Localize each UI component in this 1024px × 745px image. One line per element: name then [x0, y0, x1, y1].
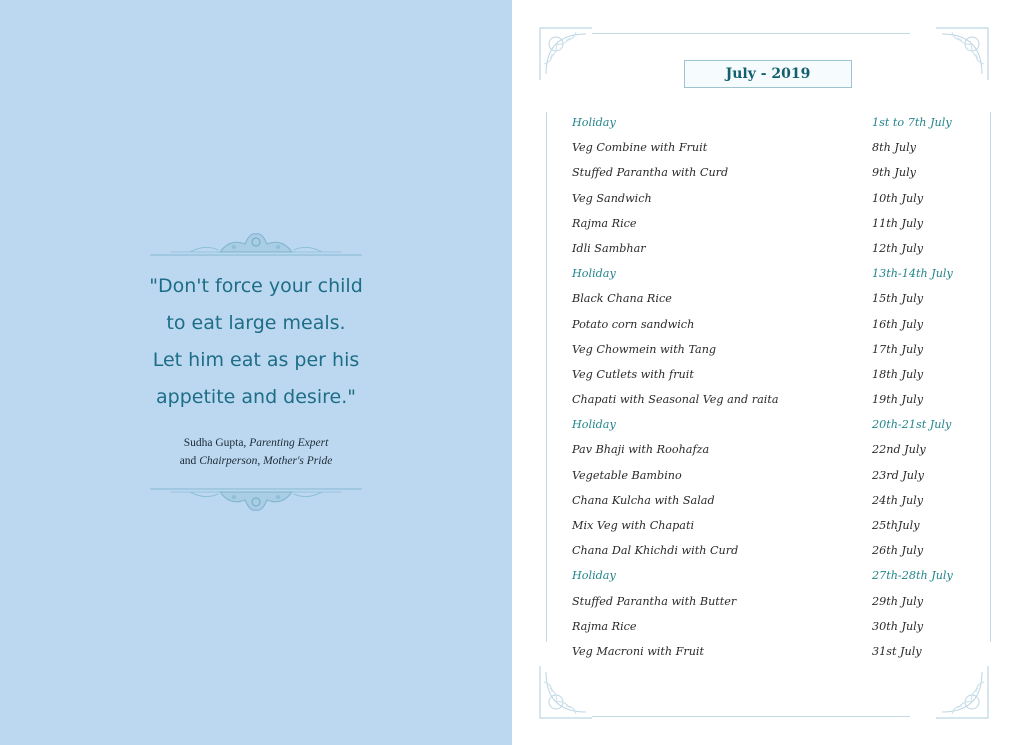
- menu-date: 17th July: [872, 342, 924, 356]
- menu-list: [572, 110, 972, 664]
- quote-attribution: [130, 434, 382, 470]
- filigree-corner-icon: [536, 24, 596, 84]
- menu-date: 12th July: [872, 241, 924, 255]
- menu-date: 15th July: [872, 292, 924, 306]
- menu-dish: Veg Chowmein with Tang: [572, 342, 717, 356]
- author-name: Sudha Gupta,: [183, 437, 247, 449]
- quote-line: to eat large meals.: [166, 312, 346, 334]
- holiday-row: [572, 412, 972, 437]
- menu-row: [572, 236, 972, 261]
- menu-date: 18th July: [872, 367, 924, 381]
- menu-date: 13th-14th July: [872, 267, 953, 281]
- filigree-corner-icon: [932, 662, 992, 722]
- menu-dish: Rajma Rice: [572, 619, 637, 633]
- menu-row: [572, 387, 972, 412]
- menu-date: 29th July: [872, 594, 924, 608]
- menu-row: [572, 186, 972, 211]
- menu-row: [572, 437, 972, 462]
- menu-row: [572, 160, 972, 185]
- menu-row: [572, 211, 972, 236]
- author-role: Parenting Expert: [249, 437, 329, 449]
- menu-row: [572, 312, 972, 337]
- menu-dish: Veg Cutlets with fruit: [572, 367, 694, 381]
- menu-date: 16th July: [872, 317, 924, 331]
- holiday-row: [572, 261, 972, 286]
- menu-dish: Black Chana Rice: [572, 292, 672, 306]
- menu-date: 30th July: [872, 619, 924, 633]
- menu-dish: Holiday: [572, 116, 616, 129]
- menu-row: [572, 639, 972, 664]
- holiday-row: [572, 563, 972, 588]
- quote-line: "Don't force your child: [149, 275, 363, 297]
- menu-dish: Stuffed Parantha with Curd: [572, 166, 729, 180]
- menu-row: [572, 589, 972, 614]
- menu-row: [572, 135, 972, 160]
- menu-dish: Holiday: [572, 569, 616, 583]
- menu-dish: Chapati with Seasonal Veg and raita: [572, 393, 779, 407]
- menu-date: 1st to 7th July: [872, 116, 952, 129]
- menu-row: [572, 488, 972, 513]
- menu-dish: Vegetable Bambino: [572, 468, 682, 482]
- menu-dish: Stuffed Parantha with Butter: [572, 594, 737, 608]
- menu-dish: Chana Dal Khichdi with Curd: [572, 544, 739, 558]
- menu-dish: Rajma Rice: [572, 216, 637, 230]
- quote: [130, 268, 382, 416]
- author-conjunction: and: [179, 455, 197, 467]
- menu-date: 23rd July: [872, 468, 924, 482]
- filigree-corner-icon: [932, 24, 992, 84]
- menu-dish: Veg Combine with Fruit: [572, 141, 708, 155]
- frame-border: [592, 33, 910, 34]
- holiday-row: [572, 110, 972, 135]
- menu-row: [572, 337, 972, 362]
- scroll-ornament-icon: [150, 228, 362, 258]
- menu-row: [572, 538, 972, 563]
- menu-date: 25thJuly: [872, 519, 920, 532]
- menu-row: [572, 463, 972, 488]
- menu-row: [572, 513, 972, 538]
- menu-date: 11th July: [872, 216, 924, 230]
- menu-date: 19th July: [872, 393, 924, 407]
- filigree-corner-icon: [536, 662, 596, 722]
- quote-line: Let him eat as per his: [152, 349, 360, 371]
- menu-dish: Idli Sambhar: [572, 241, 646, 255]
- menu-date: 8th July: [872, 141, 916, 155]
- author-title: Chairperson, Mother's Pride: [199, 455, 333, 467]
- menu-dish: Holiday: [572, 418, 616, 432]
- menu-dish: Veg Macroni with Fruit: [572, 644, 705, 658]
- menu-date: 27th-28th July: [872, 569, 953, 583]
- menu-date: 10th July: [872, 191, 924, 205]
- frame-border: [592, 716, 910, 717]
- menu-date: 31st July: [872, 644, 922, 658]
- menu-date: 20th-21st July: [872, 418, 952, 432]
- menu-dish: Mix Veg with Chapati: [572, 519, 695, 532]
- menu-date: 9th July: [872, 166, 916, 180]
- frame-border: [546, 112, 547, 642]
- menu-row: [572, 286, 972, 311]
- frame-border: [990, 112, 991, 642]
- menu-date: 26th July: [872, 544, 924, 558]
- scroll-ornament-icon: [150, 486, 362, 516]
- quote-line: appetite and desire.": [156, 386, 356, 408]
- month-title: July - 2019: [684, 60, 852, 88]
- menu-row: [572, 362, 972, 387]
- menu-dish: Chana Kulcha with Salad: [572, 493, 715, 507]
- menu-date: 24th July: [872, 493, 924, 507]
- menu-row: [572, 614, 972, 639]
- menu-date: 22nd July: [872, 443, 926, 457]
- menu-dish: Veg Sandwich: [572, 191, 652, 205]
- menu-dish: Holiday: [572, 267, 616, 281]
- menu-dish: Pav Bhaji with Roohafza: [572, 443, 710, 457]
- menu-dish: Potato corn sandwich: [572, 317, 695, 331]
